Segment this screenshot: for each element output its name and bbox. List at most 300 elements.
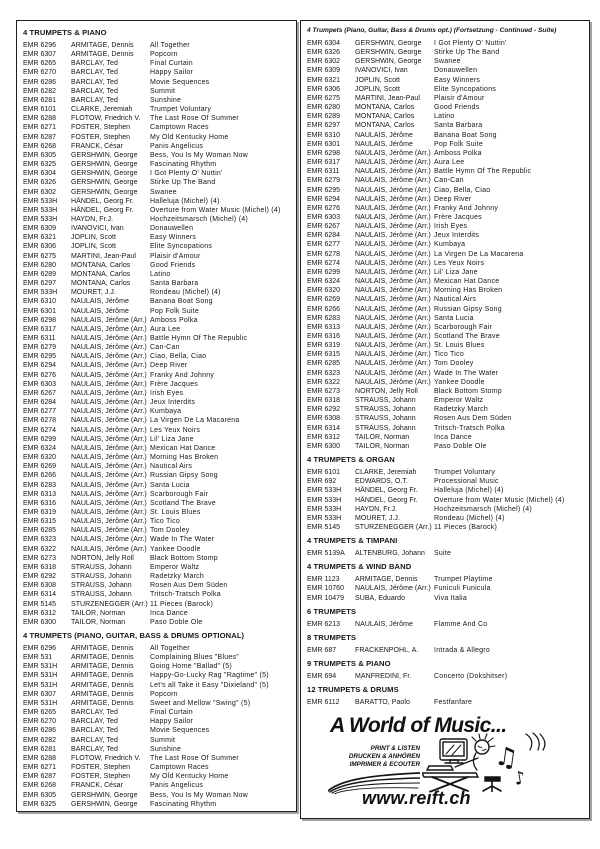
- row-emr: EMR 6308: [23, 582, 57, 590]
- row-emr: EMR 5145: [23, 600, 57, 608]
- catalog-row: [23, 563, 292, 572]
- row-title: Kumbaya: [150, 408, 182, 416]
- row-title: The Last Rose Of Summer: [150, 754, 240, 762]
- row-emr: EMR 6320: [307, 287, 341, 295]
- row-composer: NAULAIS, Jérôme (Arr.): [71, 362, 147, 370]
- catalog-row: [23, 444, 292, 453]
- row-composer: FLOTOW, Friedrich V.: [71, 754, 141, 762]
- row-emr: EMR 6298: [307, 149, 341, 157]
- row-emr: EMR 6310: [307, 131, 341, 139]
- logo-url: www.reift.ch: [362, 788, 471, 809]
- catalog-row: [23, 800, 292, 809]
- row-title: Can-Can: [150, 344, 180, 352]
- row-title: Overture from Water Music (Michel) (4): [434, 496, 565, 504]
- row-title: Black Bottom Stomp: [434, 387, 502, 395]
- row-composer: MOURET, J.J.: [71, 289, 116, 297]
- row-title: Stirke Up The Band: [434, 49, 500, 57]
- right-column: [300, 20, 590, 819]
- catalog-row: [307, 149, 585, 158]
- row-composer: FRANCK, César: [71, 782, 123, 790]
- row-title: Plaisir d'Amour: [150, 252, 201, 260]
- row-emr: EMR 6318: [307, 397, 341, 405]
- row-title: Yankee Doodle: [434, 378, 485, 386]
- row-title: 11 Pieces (Barock): [150, 600, 214, 608]
- catalog-row: [307, 341, 585, 350]
- row-emr: EMR 6319: [23, 508, 57, 516]
- row-composer: STRAUSS, Johann: [71, 573, 132, 581]
- row-emr: EMR 5145: [307, 523, 341, 531]
- catalog-row: [23, 590, 292, 599]
- row-emr: EMR 6300: [307, 442, 341, 450]
- row-title: Santa Barbara: [150, 280, 199, 288]
- row-emr: EMR 6284: [307, 232, 341, 240]
- catalog-row: [23, 325, 292, 334]
- catalog-row: [307, 213, 585, 222]
- catalog-row: [307, 387, 585, 396]
- row-emr: EMR 6313: [23, 490, 57, 498]
- row-emr: EMR 6279: [23, 344, 57, 352]
- row-composer: ALTENBURG, Johann: [355, 550, 425, 558]
- row-emr: EMR 6265: [23, 709, 57, 717]
- row-emr: EMR 6286: [23, 727, 57, 735]
- catalog-row: [23, 288, 292, 297]
- row-title: Amboss Polka: [434, 149, 482, 157]
- row-emr: EMR 533H: [23, 215, 58, 223]
- catalog-row: [307, 433, 585, 442]
- left-column: [16, 20, 297, 812]
- row-title: Hochzeitsmarsch (Michel) (4): [150, 215, 249, 223]
- row-composer: BARCLAY, Ted: [71, 709, 118, 717]
- row-title: Camptown Races: [150, 124, 209, 132]
- catalog-row: [307, 523, 585, 532]
- row-emr: EMR 6213: [307, 620, 341, 628]
- row-emr: EMR 6304: [307, 40, 341, 47]
- row-composer: NAULAIS, Jérôme (Arr.): [355, 585, 431, 593]
- row-title: Pop Folk Suite: [434, 140, 484, 148]
- row-composer: NAULAIS, Jérôme (Arr.): [71, 316, 147, 324]
- row-composer: GERSHWIN, George: [71, 170, 138, 178]
- row-composer: IVANOVICI, Ivan: [71, 225, 124, 233]
- row-title: Morning Has Broken: [434, 287, 503, 295]
- catalog-row: [23, 297, 292, 306]
- row-composer: NAULAIS, Jérôme (Arr.): [71, 325, 147, 333]
- row-composer: NAULAIS, Jérôme: [71, 298, 129, 306]
- row-title: Bess, You Is My Woman Now: [150, 151, 248, 159]
- row-emr: EMR 6299: [307, 268, 341, 276]
- row-title: Overture from Water Music (Michel) (4): [150, 206, 281, 214]
- row-title: Elite Syncopations: [434, 85, 497, 93]
- catalog-row: [23, 453, 292, 462]
- row-title: Flamme And Co: [434, 620, 488, 628]
- row-composer: STRAUSS, Johann: [71, 591, 132, 599]
- row-title: Battle Hymn Of The Republic: [434, 168, 532, 176]
- row-title: La Virgen De La Macarena: [434, 250, 524, 258]
- row-composer: NAULAIS, Jérôme (Arr.): [71, 389, 147, 397]
- row-title: Battle Hymn Of The Republic: [150, 335, 248, 342]
- catalog-row: [23, 426, 292, 435]
- catalog-row: [307, 584, 585, 593]
- row-emr: EMR 6269: [23, 463, 57, 471]
- catalog-row: [23, 188, 292, 197]
- row-composer: TAILOR, Norman: [355, 442, 410, 450]
- row-composer: NAULAIS, Jérôme (Arr.): [355, 351, 431, 359]
- row-composer: NORTON, Jelly Roll: [355, 387, 418, 395]
- row-emr: EMR 533H: [307, 487, 342, 495]
- row-title: Elite Syncopations: [150, 243, 213, 251]
- row-emr: EMR 6281: [23, 96, 57, 104]
- row-composer: HÄNDEL, Georg Fr.: [71, 206, 134, 214]
- row-title: La Virgen De La Macarena: [150, 417, 240, 425]
- row-emr: EMR 6295: [23, 353, 57, 361]
- row-emr: EMR 6315: [307, 351, 341, 359]
- catalog-row: [23, 316, 292, 325]
- row-emr: EMR 6276: [307, 204, 341, 212]
- row-title: Franky And Johnny: [434, 204, 499, 212]
- row-title: Radetzky March: [150, 573, 205, 581]
- row-composer: TAILOR, Norman: [71, 618, 126, 626]
- catalog-row: [23, 526, 292, 535]
- row-composer: NAULAIS, Jérôme (Arr.): [71, 536, 147, 544]
- catalog-row: [23, 554, 292, 563]
- row-composer: NAULAIS, Jérôme: [355, 131, 413, 139]
- row-emr: EMR 6297: [307, 122, 341, 130]
- row-composer: NAULAIS, Jérôme (Arr.): [71, 545, 147, 553]
- section-header: 8 TRUMPETS: [307, 632, 357, 642]
- row-emr: EMR 6292: [307, 406, 341, 414]
- row-emr: EMR 6287: [23, 773, 57, 781]
- section-header: 4 TRUMPETS & ORGAN: [307, 455, 395, 465]
- row-composer: HÄNDEL, Georg Fr.: [355, 496, 418, 504]
- row-title: I Got Plenty O' Nuttin': [150, 170, 223, 178]
- row-composer: FLOTOW, Friedrich V.: [71, 115, 141, 123]
- row-title: Jeux Interdits: [434, 232, 480, 240]
- row-composer: HAYDN, Fr.J.: [71, 215, 114, 223]
- catalog-row: [23, 398, 292, 407]
- row-title: Trumpet Voluntary: [150, 106, 212, 114]
- catalog-row: [307, 369, 585, 378]
- row-emr: EMR 6316: [23, 499, 57, 507]
- row-title: Santa Lucia: [434, 314, 474, 322]
- catalog-row: [23, 600, 292, 609]
- row-title: Festfanfare: [434, 699, 473, 707]
- catalog-row: [23, 87, 292, 96]
- row-emr: EMR 6288: [23, 754, 57, 762]
- row-composer: NAULAIS, Jérôme (Arr.): [71, 463, 147, 471]
- row-title: Viva Italia: [434, 594, 467, 602]
- svg-text:♪: ♪: [512, 767, 528, 791]
- row-composer: NAULAIS, Jérôme (Arr.): [71, 380, 147, 388]
- catalog-row: [307, 323, 585, 332]
- row-title: Good Friends: [434, 104, 480, 112]
- row-emr: EMR 6312: [23, 609, 57, 617]
- row-title: Summit: [150, 736, 176, 744]
- row-composer: GERSHWIN, George: [71, 161, 138, 169]
- catalog-row: [307, 140, 585, 149]
- catalog-row: [307, 486, 585, 495]
- row-emr: EMR 6315: [23, 518, 57, 526]
- row-composer: GERSHWIN, George: [71, 179, 138, 187]
- row-composer: NAULAIS, Jérôme (Arr.): [355, 259, 431, 267]
- catalog-row: [307, 350, 585, 359]
- row-composer: MARTINI, Jean-Paul: [71, 252, 136, 260]
- row-emr: EMR 533H: [307, 496, 342, 504]
- row-title: Frère Jacques: [150, 380, 198, 388]
- row-composer: ARMITAGE, Dennis: [71, 645, 134, 652]
- catalog-row: [307, 204, 585, 213]
- row-emr: EMR 6282: [23, 736, 57, 744]
- row-emr: EMR 6298: [23, 316, 57, 324]
- row-composer: FOSTER, Stephen: [71, 773, 131, 781]
- row-emr: EMR 687: [307, 646, 337, 654]
- row-title: Yankee Doodle: [150, 545, 201, 553]
- row-title: Paso Doble Ole: [150, 618, 203, 626]
- catalog-row: [23, 681, 292, 690]
- row-composer: TAILOR, Norman: [355, 433, 410, 441]
- row-title: Stirke Up The Band: [150, 179, 216, 187]
- row-emr: EMR 531H: [23, 681, 58, 689]
- row-composer: NAULAIS, Jérôme (Arr.): [71, 399, 147, 407]
- row-composer: NAULAIS, Jérôme (Arr.): [355, 159, 431, 167]
- row-composer: NAULAIS, Jérôme (Arr.): [355, 168, 431, 176]
- row-composer: NAULAIS, Jérôme (Arr.): [71, 371, 147, 379]
- row-emr: EMR 6287: [23, 133, 57, 141]
- row-title: St. Louis Blues: [150, 508, 201, 516]
- row-title: Swanee: [150, 188, 177, 196]
- row-composer: NAULAIS, Jérôme (Arr.): [355, 296, 431, 304]
- row-emr: EMR 6308: [307, 415, 341, 423]
- row-title: All Together: [150, 42, 190, 49]
- catalog-row: [23, 644, 292, 653]
- row-emr: EMR 6294: [23, 362, 57, 370]
- catalog-row: [23, 78, 292, 87]
- row-title: Rosen Aus Dem Süden: [150, 582, 228, 590]
- row-emr: EMR 6307: [23, 690, 57, 698]
- catalog-row: [307, 240, 585, 249]
- row-composer: NAULAIS, Jérôme (Arr.): [71, 353, 147, 361]
- catalog-row: [23, 508, 292, 517]
- row-emr: EMR 6304: [23, 170, 57, 178]
- row-emr: EMR 6277: [23, 408, 57, 416]
- world-of-music-logo: [328, 714, 564, 816]
- row-title: Aura Lee: [150, 325, 181, 333]
- row-composer: NORTON, Jelly Roll: [71, 554, 134, 562]
- catalog-row: [23, 781, 292, 790]
- row-title: Can-Can: [434, 177, 464, 185]
- row-emr: EMR 6305: [23, 151, 57, 159]
- row-composer: NAULAIS, Jérôme (Arr.): [71, 435, 147, 443]
- row-title: Camptown Races: [150, 764, 209, 772]
- catalog-row: [23, 343, 292, 352]
- row-title: Nautical Airs: [150, 463, 193, 471]
- section-header: 4 TRUMPETS & TIMPANI: [307, 536, 398, 546]
- row-emr: EMR 6301: [307, 140, 341, 148]
- row-composer: NAULAIS, Jérôme (Arr.): [71, 454, 147, 462]
- catalog-row: [23, 416, 292, 425]
- catalog-row: [307, 57, 585, 66]
- row-composer: NAULAIS, Jérôme (Arr.): [71, 490, 147, 498]
- row-emr: EMR 6320: [23, 454, 57, 462]
- row-title: Popcorn: [150, 690, 178, 698]
- row-emr: EMR 6324: [307, 278, 341, 286]
- catalog-row: [23, 490, 292, 499]
- catalog-row: [23, 242, 292, 251]
- catalog-row: [307, 121, 585, 130]
- row-composer: NAULAIS, Jérôme (Arr.): [355, 323, 431, 331]
- row-title: Banana Boat Song: [434, 131, 497, 139]
- row-composer: FOSTER, Stephen: [71, 764, 131, 772]
- catalog-row: [23, 123, 292, 132]
- section-header: 6 TRUMPETS: [307, 606, 357, 616]
- row-emr: EMR 6271: [23, 124, 57, 132]
- row-composer: BARCLAY, Ted: [71, 96, 118, 104]
- row-emr: EMR 6321: [23, 234, 57, 242]
- row-composer: BARCLAY, Ted: [71, 745, 118, 753]
- row-composer: EDWARDS, O.T.: [355, 478, 408, 486]
- row-emr: EMR 6278: [307, 250, 341, 258]
- catalog-row: [307, 94, 585, 103]
- row-emr: EMR 531H: [23, 672, 58, 680]
- row-composer: NAULAIS, Jérôme (Arr.): [71, 417, 147, 425]
- row-composer: NAULAIS, Jérôme: [355, 620, 413, 628]
- row-title: Donauwellen: [434, 67, 478, 75]
- row-composer: JOPLIN, Scott: [71, 243, 116, 251]
- row-composer: BARCLAY, Ted: [71, 727, 118, 735]
- row-emr: EMR 6275: [307, 94, 341, 102]
- catalog-row: [307, 396, 585, 405]
- row-composer: NAULAIS, Jérôme (Arr.): [355, 223, 431, 231]
- catalog-row: [23, 142, 292, 151]
- row-composer: ARMITAGE, Dennis: [71, 42, 134, 49]
- catalog-row: [307, 414, 585, 423]
- row-title: Aura Lee: [434, 159, 465, 167]
- row-composer: STRAUSS, Johann: [355, 406, 416, 414]
- row-composer: HÄNDEL, Georg Fr.: [71, 197, 134, 205]
- row-emr: EMR 6325: [23, 800, 57, 808]
- row-title: I Got Plenty O' Nuttin': [434, 40, 507, 47]
- row-composer: JOPLIN, Scott: [355, 76, 400, 84]
- row-title: Scotland The Brave: [150, 499, 216, 507]
- catalog-row: [307, 468, 585, 477]
- row-composer: STRAUSS, Johann: [71, 563, 132, 571]
- row-title: Latino: [150, 270, 171, 278]
- section-header: 4 TRUMPETS (PIANO, GUITAR, BASS & DRUMS OPTIONAL): [23, 631, 245, 640]
- row-title: Halleluja (Michel) (4): [150, 197, 220, 205]
- row-composer: FOSTER, Stephen: [71, 133, 131, 141]
- row-composer: STURZENEGGER (Arr.): [71, 600, 148, 608]
- row-emr: EMR 6273: [307, 387, 341, 395]
- row-title: Happy Sailor: [150, 718, 194, 726]
- row-title: Happy Sailor: [150, 69, 194, 77]
- catalog-row: [23, 618, 292, 627]
- row-emr: EMR 6268: [23, 142, 57, 150]
- catalog-row: [307, 277, 585, 286]
- row-title: Jeux Interdits: [150, 399, 196, 407]
- row-emr: EMR 6270: [23, 718, 57, 726]
- row-title: Plaisir d'Amour: [434, 94, 485, 102]
- row-composer: NAULAIS, Jérôme (Arr.): [355, 241, 431, 249]
- row-emr: EMR 10760: [307, 585, 344, 593]
- row-composer: GERSHWIN, George: [71, 151, 138, 159]
- row-emr: EMR 6275: [23, 252, 57, 260]
- row-title: Emperor Waltz: [150, 563, 200, 571]
- catalog-row: [23, 133, 292, 142]
- row-title: Tritsch-Tratsch Polka: [434, 424, 505, 432]
- row-composer: GERSHWIN, George: [355, 40, 422, 47]
- row-composer: ARMITAGE, Dennis: [71, 681, 134, 689]
- row-emr: EMR 6282: [23, 87, 57, 95]
- row-composer: BARCLAY, Ted: [71, 718, 118, 726]
- catalog-row: [307, 378, 585, 387]
- row-title: My Old Kentucky Home: [150, 133, 229, 141]
- catalog-row: [23, 499, 292, 508]
- catalog-row: [23, 736, 292, 745]
- row-title: St. Louis Blues: [434, 342, 485, 350]
- row-title: Ciao, Bella, Ciao: [434, 186, 491, 194]
- row-title: Halleluja (Michel) (4): [434, 487, 504, 495]
- row-title: Final Curtain: [150, 60, 193, 68]
- row-composer: STRAUSS, Johann: [355, 415, 416, 423]
- row-composer: BARCLAY, Ted: [71, 78, 118, 86]
- row-composer: BARATTO, Paolo: [355, 699, 410, 707]
- row-title: Bess, You Is My Woman Now: [150, 791, 248, 799]
- row-emr: EMR 6289: [23, 270, 57, 278]
- logo-line-en: PRINT & LISTEN: [370, 745, 420, 753]
- row-title: Sweet and Mellow "Swing" (5): [150, 699, 251, 707]
- catalog-row: [23, 224, 292, 233]
- row-composer: NAULAIS, Jérôme (Arr.): [71, 444, 147, 452]
- row-title: Tritsch-Tratsch Polka: [150, 591, 221, 599]
- catalog-row: [23, 215, 292, 224]
- row-composer: NAULAIS, Jérôme (Arr.): [355, 250, 431, 258]
- row-emr: EMR 6322: [307, 378, 341, 386]
- row-composer: ARMITAGE, Dennis: [71, 654, 134, 662]
- logo-language-lines: [328, 745, 420, 768]
- row-emr: EMR 6300: [23, 618, 57, 626]
- catalog-row: [307, 112, 585, 121]
- row-emr: EMR 6285: [307, 360, 341, 368]
- row-emr: EMR 6112: [307, 699, 340, 707]
- catalog-row: [307, 549, 585, 558]
- row-emr: EMR 6307: [23, 51, 57, 59]
- catalog-row: [23, 41, 292, 50]
- row-title: Let's all Take it Easy "Dixieland" (5): [150, 681, 269, 689]
- row-emr: EMR 533H: [307, 505, 342, 513]
- row-emr: EMR 6276: [23, 371, 57, 379]
- row-composer: SUBA, Eduardo: [355, 594, 406, 602]
- row-emr: EMR 6278: [23, 417, 57, 425]
- row-composer: IVANOVICI, Ivan: [355, 67, 408, 75]
- row-emr: EMR 6273: [23, 554, 57, 562]
- section-header: 4 Trumpets (Piano, Guitar, Bass & Drums opt.) (Fortsetzung - Continued - Suite): [307, 27, 557, 34]
- row-emr: EMR 6283: [23, 481, 57, 489]
- row-composer: MARTINI, Jean-Paul: [355, 94, 420, 102]
- catalog-row: [23, 96, 292, 105]
- catalog-row: [307, 231, 585, 240]
- catalog-row: [23, 169, 292, 178]
- row-composer: FRACKENPOHL, A.: [355, 646, 419, 654]
- row-title: Intrada & Allegro: [434, 646, 491, 654]
- row-title: Scarborough Fair: [434, 323, 493, 331]
- row-title: Panis Angelicus: [150, 142, 204, 150]
- row-title: Nautical Airs: [434, 296, 477, 304]
- row-composer: FOSTER, Stephen: [71, 124, 131, 132]
- row-title: Scotland The Brave: [434, 333, 500, 340]
- catalog-row: [307, 48, 585, 57]
- row-composer: MONTANA, Carlos: [71, 280, 131, 288]
- row-composer: ARMITAGE, Dennis: [71, 690, 134, 698]
- row-composer: NAULAIS, Jérôme (Arr.): [355, 314, 431, 322]
- row-composer: NAULAIS, Jérôme (Arr.): [71, 527, 147, 535]
